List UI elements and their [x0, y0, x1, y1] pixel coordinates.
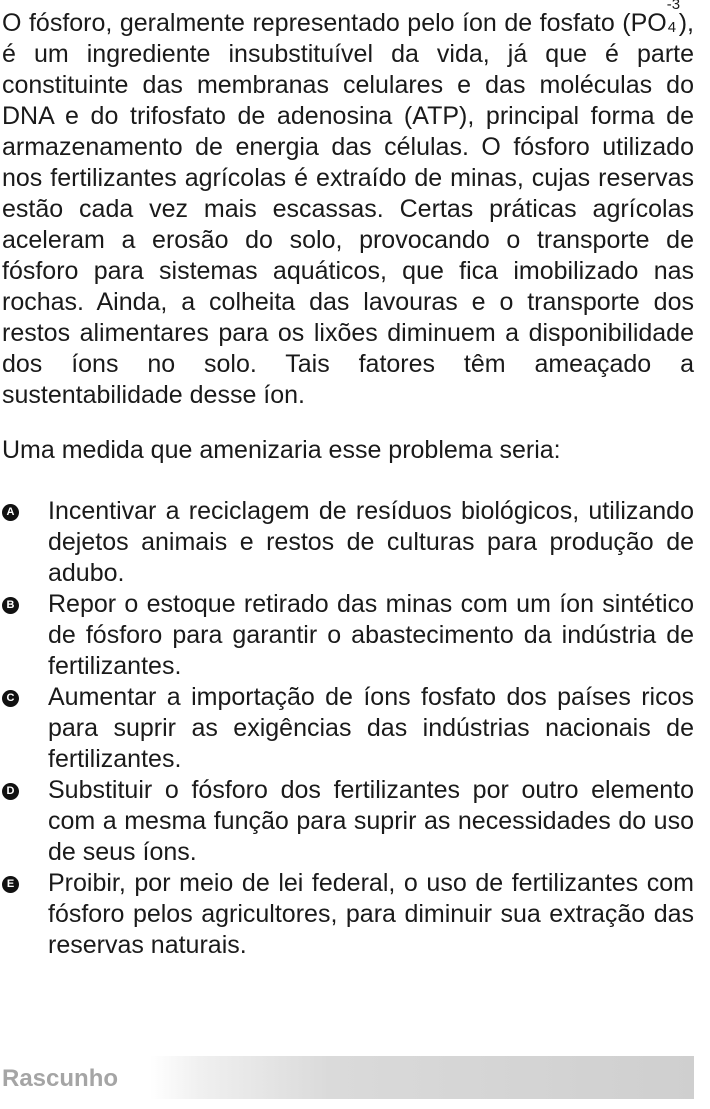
option-c-letter-badge: C — [2, 690, 19, 707]
question-page — [2, 0, 694, 961]
option-c-text: Aumentar a importação de íons fosfato dos países ricos para suprir as exigências das indústrias nacionais de fertilizantes. — [48, 683, 694, 773]
answer-options — [2, 496, 694, 961]
option-b-letter-badge: B — [2, 597, 19, 614]
formula-base: PO — [630, 9, 667, 37]
option-d-letter-badge: D — [2, 783, 19, 800]
option-b-text: Repor o estoque retirado das minas com um íon sintético de fósforo para garantir o abastecimento da indústria de fertilizantes. — [48, 590, 694, 680]
question-prompt: Uma medida que amenizaria esse problema seria: — [2, 436, 561, 464]
rascunho-bar — [0, 1056, 694, 1099]
rascunho-label: Rascunho — [2, 1065, 119, 1092]
formula-charge: -3 — [666, 0, 681, 13]
option-d-text: Substituir o fósforo dos fertilizantes por outro elemento com a mesma função para suprir as necessidades do uso de seus íons. — [48, 776, 694, 866]
option-a-text: Incentivar a reciclagem de resíduos biológicos, utilizando dejetos animais e restos de culturas para produção de adubo. — [48, 497, 694, 587]
option-a[interactable] — [2, 496, 694, 589]
option-c[interactable] — [2, 682, 694, 775]
passage-text — [2, 0, 694, 411]
option-e-text: Proibir, por meio de lei federal, o uso de fertilizantes com fósforo pelos agricultores, para diminuir sua extração das reservas naturais. — [48, 869, 694, 959]
option-a-letter-badge: A — [2, 504, 19, 521]
option-b[interactable] — [2, 589, 694, 682]
passage-after-formula: ), é um ingrediente insubstituível da vida, já que é parte constituinte das membranas celulares e das moléculas do DNA e do trifosfato de adenosina (ATP), principal forma de armazenamento de energia das células. O fósforo utilizado nos fertilizantes agrícolas é extraído de minas, cujas reservas estão cada vez mais escassas. Certas práticas agrícolas aceleram a erosão do solo, provocando o transporte de fósforo para sistemas aquáticos, que fica imobilizado nas rochas. Ainda, a colheita das lavouras e o transporte dos restos alimentares para os lixões diminuem a disponibilidade dos íons no solo. Tais fatores têm ameaçado a sustentabilidade desse íon. — [2, 9, 694, 409]
formula-subscript: 4 — [667, 19, 677, 36]
passage-before-formula: O fósforo, geralmente representado pelo íon de fosfato ( — [2, 9, 631, 37]
option-e[interactable] — [2, 868, 694, 961]
option-d[interactable] — [2, 775, 694, 868]
formula-scripts — [666, 0, 681, 36]
phosphate-formula — [630, 0, 681, 39]
option-e-letter-badge: E — [2, 876, 19, 893]
